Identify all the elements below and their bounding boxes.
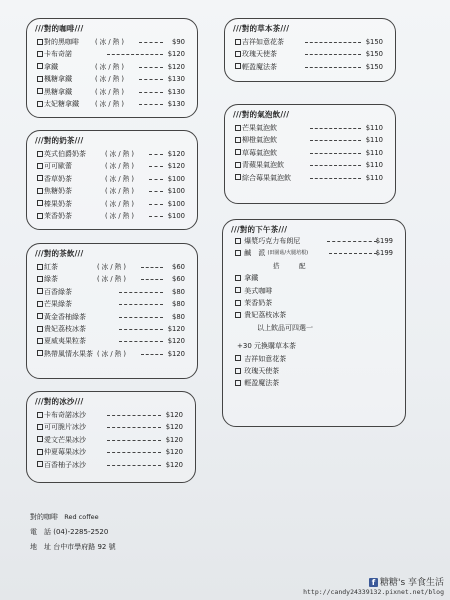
checkbox[interactable] [37, 436, 43, 442]
checkbox[interactable] [37, 200, 43, 206]
item-name: 對的黑咖啡 [44, 38, 79, 46]
leader-dash [327, 241, 377, 242]
menu-item [235, 36, 385, 48]
item-price: $120 [167, 150, 185, 158]
menu-item [37, 210, 187, 222]
checkbox[interactable] [37, 213, 43, 219]
checkbox[interactable] [37, 175, 43, 181]
checkbox[interactable] [235, 174, 241, 180]
leader-dash [107, 452, 161, 453]
drink-option [235, 285, 395, 297]
upgrade-label: +30 元換購草本茶 [237, 342, 296, 351]
footer-phone-line [30, 527, 108, 537]
item-price: $100 [167, 187, 185, 196]
item-name: 鹹 派 [244, 249, 266, 258]
menu-item [37, 185, 187, 197]
item-option: ( 冰 / 熱 ) [97, 263, 126, 271]
menu-item [37, 173, 187, 185]
item-option: ( 冰 / 熱 ) [95, 99, 124, 108]
item-price: $120 [167, 62, 185, 71]
item-option: ( 冰 / 熱 ) [105, 174, 134, 183]
leader-dash [119, 329, 163, 330]
item-price: $120 [167, 349, 185, 358]
item-name: 熱帶風情水果茶 [44, 349, 93, 358]
leader-dash [310, 178, 361, 179]
leader-dash [139, 92, 163, 93]
leader-dash [119, 304, 163, 305]
checkbox[interactable] [37, 449, 43, 455]
checkbox[interactable] [235, 275, 241, 281]
item-price: $120 [167, 162, 185, 171]
menu-item [235, 134, 385, 146]
item-price: $110 [365, 148, 383, 157]
leader-dash [149, 154, 163, 155]
item-price: $150 [365, 62, 383, 71]
watermark-title [303, 575, 444, 588]
item-name: 百香柚子冰沙 [44, 460, 86, 469]
checkbox[interactable] [37, 424, 43, 430]
item-name: 茉香奶茶 [44, 211, 72, 220]
item-name: 百香綠茶 [44, 287, 72, 296]
leader-dash [139, 67, 163, 68]
checkbox[interactable] [235, 63, 241, 69]
item-option: ( 冰 / 熱 ) [105, 211, 134, 220]
menu-item [37, 286, 187, 298]
checkbox[interactable] [235, 300, 241, 306]
item-name: 貴妃荔枝冰茶 [44, 324, 86, 333]
checkbox[interactable] [37, 39, 43, 45]
item-name: 綜合莓果氣泡飲 [242, 173, 291, 182]
menu-item [37, 434, 185, 446]
checkbox[interactable] [37, 63, 43, 69]
leader-dash [149, 166, 163, 167]
item-name: 黑糖拿鐵 [44, 87, 72, 96]
item-price: $80 [172, 300, 185, 309]
afternoon-title: ///對的下午茶/// [231, 225, 288, 234]
coffee-title: ///對的咖啡/// [35, 24, 84, 33]
watermark [303, 575, 444, 596]
checkbox[interactable] [235, 51, 241, 57]
menu-item [37, 61, 187, 73]
item-name: 可可歐蕾 [44, 162, 72, 171]
item-name: 可可脆片冰沙 [44, 423, 86, 432]
item-price: $199 [375, 249, 393, 258]
menu-item [37, 421, 185, 433]
item-option: ( 冰 / 熱 ) [105, 150, 134, 158]
item-price: $110 [365, 173, 383, 182]
menu-item [37, 160, 187, 172]
upgrade-option [235, 377, 395, 389]
milktea-section [26, 130, 198, 230]
menu-item [37, 298, 187, 310]
checkbox[interactable] [235, 312, 241, 318]
upgrade-option [235, 353, 395, 365]
item-price: $120 [167, 337, 185, 346]
item-name: 榛果奶茶 [44, 199, 72, 208]
checkbox[interactable] [37, 188, 43, 194]
menu-item [37, 446, 185, 458]
address-label: 地 址 [30, 543, 51, 551]
item-name: 卡布奇諾冰沙 [44, 411, 86, 419]
item-price: $80 [172, 312, 185, 321]
item-option: ( 冰 / 熱 ) [97, 275, 126, 284]
checkbox[interactable] [37, 88, 43, 94]
leader-dash [107, 415, 161, 416]
leader-dash [107, 427, 161, 428]
leader-dash [141, 354, 163, 355]
upgrade-name: 玫瑰天使茶 [244, 366, 280, 375]
checkbox[interactable] [235, 39, 241, 45]
item-price: $120 [165, 423, 183, 432]
item-price: $80 [172, 287, 185, 296]
milktea-title: ///對的奶茶/// [35, 136, 84, 145]
tea-title: ///對的茶飲/// [35, 249, 84, 258]
item-option: ( 冰 / 熱 ) [105, 187, 134, 196]
checkbox[interactable] [235, 250, 241, 256]
afternoon-item [235, 235, 395, 247]
afternoon-item [235, 247, 395, 259]
checkbox[interactable] [235, 287, 241, 293]
menu-item [37, 86, 187, 98]
item-price: $150 [365, 38, 383, 46]
item-note: (田園菇/火腿培根) [267, 250, 309, 257]
milktea-list [37, 148, 187, 222]
leader-dash [305, 42, 361, 43]
drink-name: 茉香奶茶 [244, 298, 273, 307]
leader-dash [305, 54, 361, 55]
menu-item [235, 61, 385, 73]
menu-item [37, 48, 187, 60]
menu-item [37, 198, 187, 210]
item-name: 紅茶 [44, 263, 58, 271]
checkbox[interactable] [37, 288, 43, 294]
menu-item [37, 36, 187, 48]
item-name: 芒果氣泡飲 [242, 124, 277, 132]
leader-dash [310, 153, 361, 154]
checkbox[interactable] [235, 355, 241, 361]
drink-option [235, 297, 395, 309]
leader-dash [139, 104, 163, 105]
menu-item [235, 159, 385, 171]
checkbox[interactable] [37, 350, 43, 356]
item-price: $199 [375, 237, 393, 245]
upgrade-name: 吉祥如意花茶 [244, 354, 287, 363]
item-name: 卡布奇諾 [44, 50, 72, 59]
leader-dash [107, 54, 163, 55]
item-name: 草莓氣泡飲 [242, 148, 277, 157]
item-price: $120 [167, 324, 185, 333]
checkbox[interactable] [37, 151, 43, 157]
sparkling-section [224, 104, 396, 204]
checkbox[interactable] [235, 162, 241, 168]
menu-item [37, 459, 185, 471]
checkbox[interactable] [235, 238, 241, 244]
checkbox[interactable] [37, 276, 43, 282]
item-name: 爆漿巧克力布朗尼 [244, 237, 301, 245]
pairing-label: 搭 配 [273, 261, 306, 270]
item-price: $120 [167, 50, 185, 59]
brand-name: 對的咖啡 [30, 513, 58, 521]
leader-dash [329, 253, 377, 254]
item-price: $120 [165, 435, 183, 444]
checkbox[interactable] [37, 101, 43, 107]
checkbox[interactable] [235, 149, 241, 155]
menu-item [37, 261, 187, 273]
item-name: 太妃糖拿鐵 [44, 99, 79, 108]
checkbox[interactable] [235, 137, 241, 143]
drink-name: 美式咖啡 [244, 286, 273, 295]
brand-name-en: Red coffee [64, 513, 99, 521]
item-name: 焦糖奶茶 [44, 187, 72, 196]
checkbox[interactable] [37, 313, 43, 319]
item-name: 吉祥如意花茶 [242, 38, 284, 46]
item-price: $110 [365, 136, 383, 145]
checkbox[interactable] [37, 338, 43, 344]
smoothie-section [26, 391, 196, 483]
menu-item [235, 122, 385, 134]
menu-item [235, 172, 385, 184]
address-value: 台中市學府路 92 號 [53, 543, 116, 551]
menu-item [37, 335, 187, 347]
leader-dash [310, 140, 361, 141]
item-option: ( 冰 / 熱 ) [95, 62, 124, 71]
coffee-section [26, 18, 198, 118]
drink-option [235, 272, 395, 284]
leader-dash [149, 191, 163, 192]
phone-value: (04)-2285-2520 [53, 528, 109, 536]
menu-item [235, 48, 385, 60]
drink-name: 貴妃荔枝冰茶 [244, 311, 287, 320]
item-name: 綠茶 [44, 275, 58, 284]
checkbox[interactable] [37, 301, 43, 307]
menu-item [37, 409, 185, 421]
herbal-section [224, 18, 396, 82]
smoothie-title: ///對的冰沙/// [35, 397, 84, 406]
leader-dash [119, 292, 163, 293]
item-price: $100 [167, 199, 185, 208]
leader-dash [149, 204, 163, 205]
item-option: ( 冰 / 熱 ) [105, 199, 134, 208]
item-price: $60 [172, 275, 185, 284]
leader-dash [141, 267, 163, 268]
coffee-list [37, 36, 187, 110]
tea-list [37, 261, 187, 360]
item-name: 仲夏莓果冰沙 [44, 448, 86, 457]
item-price: $130 [167, 75, 185, 84]
footer-address-line [30, 542, 116, 552]
menu-item [37, 323, 187, 335]
item-price: $110 [365, 124, 383, 132]
leader-dash [119, 317, 163, 318]
menu-item [37, 148, 187, 160]
item-option: ( 冰 / 熱 ) [105, 162, 134, 171]
checkbox[interactable] [37, 51, 43, 57]
watermark-url: http://candy24339132.pixnet.net/blog [303, 588, 444, 596]
item-option: ( 冰 / 熱 ) [95, 87, 124, 96]
leader-dash [310, 165, 361, 166]
item-option: ( 冰 / 熱 ) [95, 75, 124, 84]
item-name: 柳橙氣泡飲 [242, 136, 277, 145]
item-price: $150 [365, 50, 383, 59]
leader-dash [141, 279, 163, 280]
item-option: ( 冰 / 熱 ) [95, 38, 124, 46]
item-price: $110 [365, 161, 383, 170]
item-price: $130 [167, 99, 185, 108]
menu-item [37, 348, 187, 360]
drinks-note: 以上飲品可四選一 [257, 323, 313, 332]
smoothie-list [37, 409, 185, 471]
item-name: 楓糖拿鐵 [44, 75, 72, 84]
leader-dash [139, 42, 163, 43]
checkbox[interactable] [37, 412, 43, 418]
leader-dash [149, 216, 163, 217]
leader-dash [139, 79, 163, 80]
afternoon-list [235, 235, 395, 390]
item-name: 輕盈魔法茶 [242, 62, 277, 71]
menu-item [37, 73, 187, 85]
leader-dash [119, 341, 163, 342]
watermark-text: 糖糖's 享食生活 [379, 578, 444, 588]
leader-dash [149, 179, 163, 180]
upgrade-name: 輕盈魔法茶 [244, 379, 280, 388]
leader-dash [107, 440, 161, 441]
item-option: ( 冰 / 熱 ) [97, 349, 126, 358]
item-name: 夏威夷果粒茶 [44, 337, 86, 346]
menu-item [37, 273, 187, 285]
sparkling-title: ///對的氣泡飲/// [233, 110, 290, 119]
herbal-title: ///對的草本茶/// [233, 24, 290, 33]
item-name: 芒果綠茶 [44, 300, 72, 309]
checkbox[interactable] [37, 264, 43, 270]
item-price: $130 [167, 87, 185, 96]
phone-label: 電 話 [30, 528, 51, 536]
sparkling-list [235, 122, 385, 184]
checkbox[interactable] [37, 163, 43, 169]
tea-section [26, 243, 198, 379]
checkbox[interactable] [235, 125, 241, 131]
leader-dash [310, 128, 361, 129]
menu-item [37, 98, 187, 110]
checkbox[interactable] [37, 76, 43, 82]
drink-name: 拿鐵 [244, 274, 259, 283]
item-name: 香草奶茶 [44, 174, 72, 183]
menu-item [37, 311, 187, 323]
item-price: $90 [172, 38, 185, 46]
item-price: $100 [167, 174, 185, 183]
leader-dash [107, 465, 161, 466]
leader-dash [305, 67, 361, 68]
item-price: $100 [167, 211, 185, 220]
drink-option [235, 309, 395, 321]
afternoon-section [222, 219, 406, 427]
item-name: 黃金香柚綠茶 [44, 312, 86, 321]
footer-brand-line [30, 512, 99, 522]
item-name: 青蘋果氣泡飲 [242, 161, 284, 170]
item-name: 拿鐵 [44, 62, 58, 71]
item-price: $120 [165, 411, 183, 419]
item-price: $60 [172, 263, 185, 271]
checkbox[interactable] [37, 326, 43, 332]
item-price: $120 [165, 460, 183, 469]
item-name: 英式伯爵奶茶 [44, 150, 86, 158]
facebook-icon: f [369, 578, 378, 587]
item-price: $120 [165, 448, 183, 457]
checkbox[interactable] [235, 380, 241, 386]
upgrade-option [235, 365, 395, 377]
menu-item [235, 147, 385, 159]
checkbox[interactable] [235, 368, 241, 374]
herbal-list [235, 36, 385, 73]
item-name: 愛文芒果冰沙 [44, 435, 86, 444]
checkbox[interactable] [37, 461, 43, 467]
item-name: 玫瑰天使茶 [242, 50, 277, 59]
